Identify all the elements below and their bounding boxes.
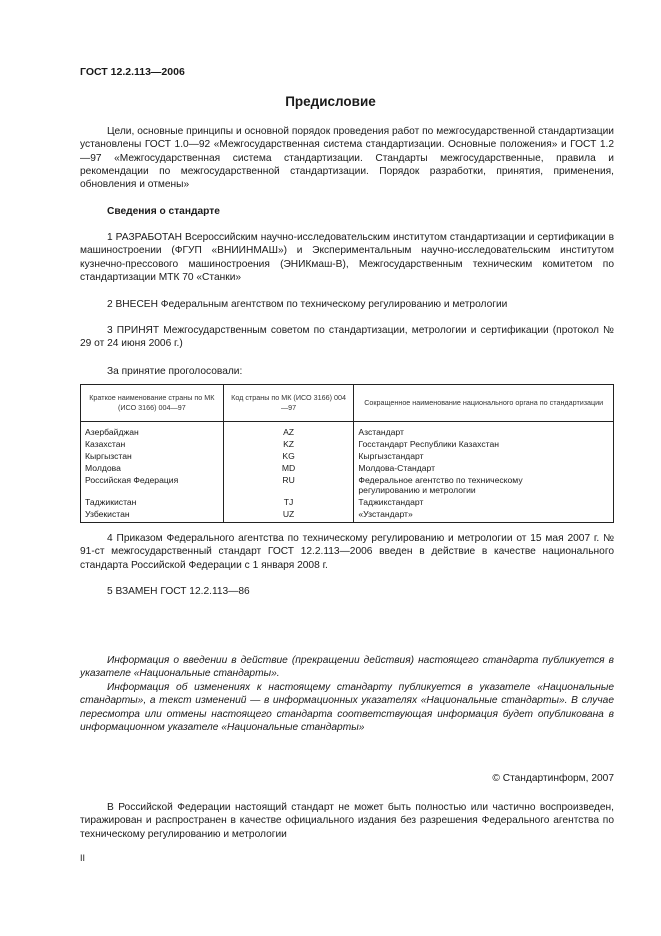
column-header-body: Сокращенное наименование национального органа по стандартизации — [354, 385, 614, 422]
cell-body: Госстандарт Республики Казахстан — [354, 437, 614, 449]
page-number: II — [80, 853, 86, 863]
voting-table — [80, 384, 614, 523]
section-heading: Сведения о стандарте — [107, 206, 220, 217]
item-replaces: 5 ВЗАМЕН ГОСТ 12.2.113—86 — [107, 586, 250, 597]
cell-country: Кыргызстан — [81, 449, 224, 461]
cell-code: AZ — [223, 422, 354, 438]
copyright: © Стандартинформ, 2007 — [492, 773, 614, 784]
item-enacted: 4 Приказом Федерального агентства по техническому регулированию и метрологии от 15 мая 2007 г. № 91-ст межгосударственный стандарт ГОСТ 12.2.113—2006 введен в действие в качестве национального стандарта Российской Федерации с 1 января 2008 г. — [80, 533, 614, 571]
table-row — [81, 507, 614, 522]
cell-code: MD — [223, 461, 354, 473]
cell-country: Казахстан — [81, 437, 224, 449]
item-introduced: 2 ВНЕСЕН Федеральным агентством по техническому регулированию и метрологии — [107, 299, 508, 310]
cell-code: TJ — [223, 495, 354, 507]
table-row — [81, 437, 614, 449]
intro-paragraph: Цели, основные принципы и основной порядок проведения работ по межгосударственной стандартизации установлены ГОСТ 1.0—92 «Межгосударственная система стандартизации. Основные положения» и ГОСТ 1.2—97 «Межгосударственная система стандартизации. Стандарты межгосударственные, правила и рекомендации по межгосударственной стандартизации. Порядок разработки, принятия, применения, обновления и отмены» — [80, 126, 614, 191]
cell-body: Федеральное агентство по техническому регулированию и метрологии — [354, 473, 614, 495]
cell-code: UZ — [223, 507, 354, 522]
info-introduction-notice: Информация о введении в действие (прекращении действия) настоящего стандарта публикуется в указателе «Национальные стандарты». — [80, 655, 614, 680]
cell-code: KZ — [223, 437, 354, 449]
cell-body: Кыргызстандарт — [354, 449, 614, 461]
cell-body: Молдова-Стандарт — [354, 461, 614, 473]
info-changes-notice: Информация об изменениях к настоящему стандарту публикуется в указателе «Национальные стандарты», а текст изменений — в информационных указателях «Национальные стандарты». В случае пересмотра или отмены настоящего стандарта соответствующая информация будет опубликована в информационном указателе «Национальные стандарты» — [80, 682, 614, 733]
cell-country: Российская Федерация — [81, 473, 224, 495]
cell-country: Азербайджан — [81, 422, 224, 438]
cell-code: RU — [223, 473, 354, 495]
item-developed: 1 РАЗРАБОТАН Всероссийским научно-исследовательским институтом стандартизации и сертификации в машиностроении (ФГУП «ВНИИНМАШ») и Экспериментальным научно-исследовательским институтом кузнечно-прессового машиностроения (ЭНИКмаш-В), Межгосударственным техническим комитетом по стандартизации МТК 70 «Станки» — [80, 232, 614, 283]
column-header-country: Краткое наименование страны по МК (ИСО 3166) 004—97 — [81, 385, 224, 422]
table-row — [81, 461, 614, 473]
document-id: ГОСТ 12.2.113—2006 — [80, 66, 185, 78]
table-row — [81, 449, 614, 461]
cell-code: KG — [223, 449, 354, 461]
cell-body: Азстандарт — [354, 422, 614, 438]
item-adopted: 3 ПРИНЯТ Межгосударственным советом по стандартизации, метрологии и сертификации (протокол № 29 от 24 июня 2006 г.) — [80, 325, 614, 350]
cell-country: Молдова — [81, 461, 224, 473]
column-header-code: Код страны по МК (ИСО 3166) 004—97 — [223, 385, 354, 422]
rights-notice: В Российской Федерации настоящий стандарт не может быть полностью или частично воспроизведен, тиражирован и распространен в качестве официального издания без разрешения Федерального агентства по техническому регулированию и метрологии — [80, 802, 614, 840]
table-row — [81, 422, 614, 438]
cell-country: Узбекистан — [81, 507, 224, 522]
table-header-row — [81, 385, 614, 422]
cell-body: «Узстандарт» — [354, 507, 614, 522]
voted-label: За принятие проголосовали: — [107, 366, 243, 377]
table-row — [81, 495, 614, 507]
page-title: Предисловие — [285, 94, 376, 109]
table-row — [81, 473, 614, 495]
cell-body: Таджикстандарт — [354, 495, 614, 507]
cell-country: Таджикистан — [81, 495, 224, 507]
